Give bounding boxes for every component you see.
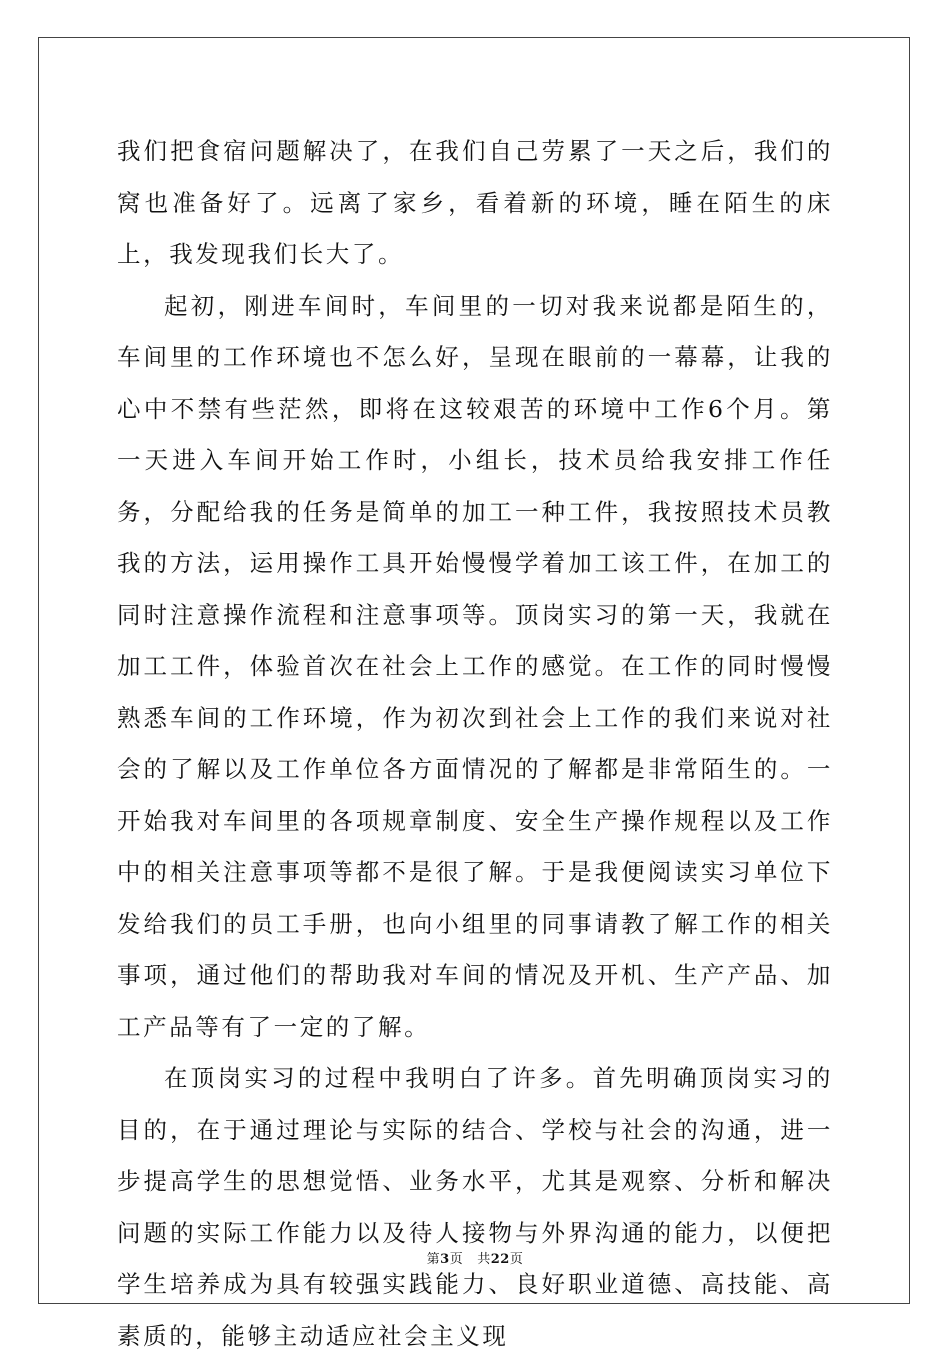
document-body <box>117 126 833 1362</box>
paragraph-2: 起初，刚进车间时，车间里的一切对我来说都是陌生的，车间里的工作环境也不怎么好，呈现在眼前的一幕幕，让我的心中不禁有些茫然，即将在这较艰苦的环境中工作6个月。第一天进入车间开始工作时，小组长，技术员给我安排工作任务，分配给我的任务是简单的加工一种工件，我按照技术员教我的方法，运用操作工具开始慢慢学着加工该工件，在加工的同时注意操作流程和注意事项等。顶岗实习的第一天，我就在加工工件，体验首次在社会上工作的感觉。在工作的同时慢慢熟悉车间的工作环境，作为初次到社会上工作的我们来说对社会的了解以及工作单位各方面情况的了解都是非常陌生的。一开始我对车间里的各项规章制度、安全生产操作规程以及工作中的相关注意事项等都不是很了解。于是我便阅读实习单位下发给我们的员工手册，也向小组里的同事请教了解工作的相关事项，通过他们的帮助我对车间的情况及开机、生产产品、加工产品等有了一定的了解。 <box>117 291 833 1041</box>
current-page-number: 3 <box>440 1252 450 1267</box>
total-prefix: 共 <box>477 1252 491 1267</box>
page-suffix: 页 <box>449 1252 464 1267</box>
total-page-count: 22 <box>490 1252 510 1267</box>
total-suffix: 页 <box>509 1252 524 1267</box>
page-prefix: 第 <box>426 1252 441 1267</box>
paragraph-3: 在顶岗实习的过程中我明白了许多。首先明确顶岗实习的目的，在于通过理论与实际的结合、学校与社会的沟通，进一步提高学生的思想觉悟、业务水平，尤其是观察、分析和解决问题的实际工作能力以及待人接物与外界沟通的能力，以便把学生培养成为具有较强实践能力、良好职业道德、高技能、高素质的，能够主动适应社会主义现 <box>117 1064 833 1350</box>
paragraph-1: 我们把食宿问题解决了，在我们自己劳累了一天之后，我们的窝也准备好了。远离了家乡，看着新的环境，睡在陌生的床上，我发现我们长大了。 <box>117 137 833 268</box>
page-footer <box>0 1248 950 1267</box>
